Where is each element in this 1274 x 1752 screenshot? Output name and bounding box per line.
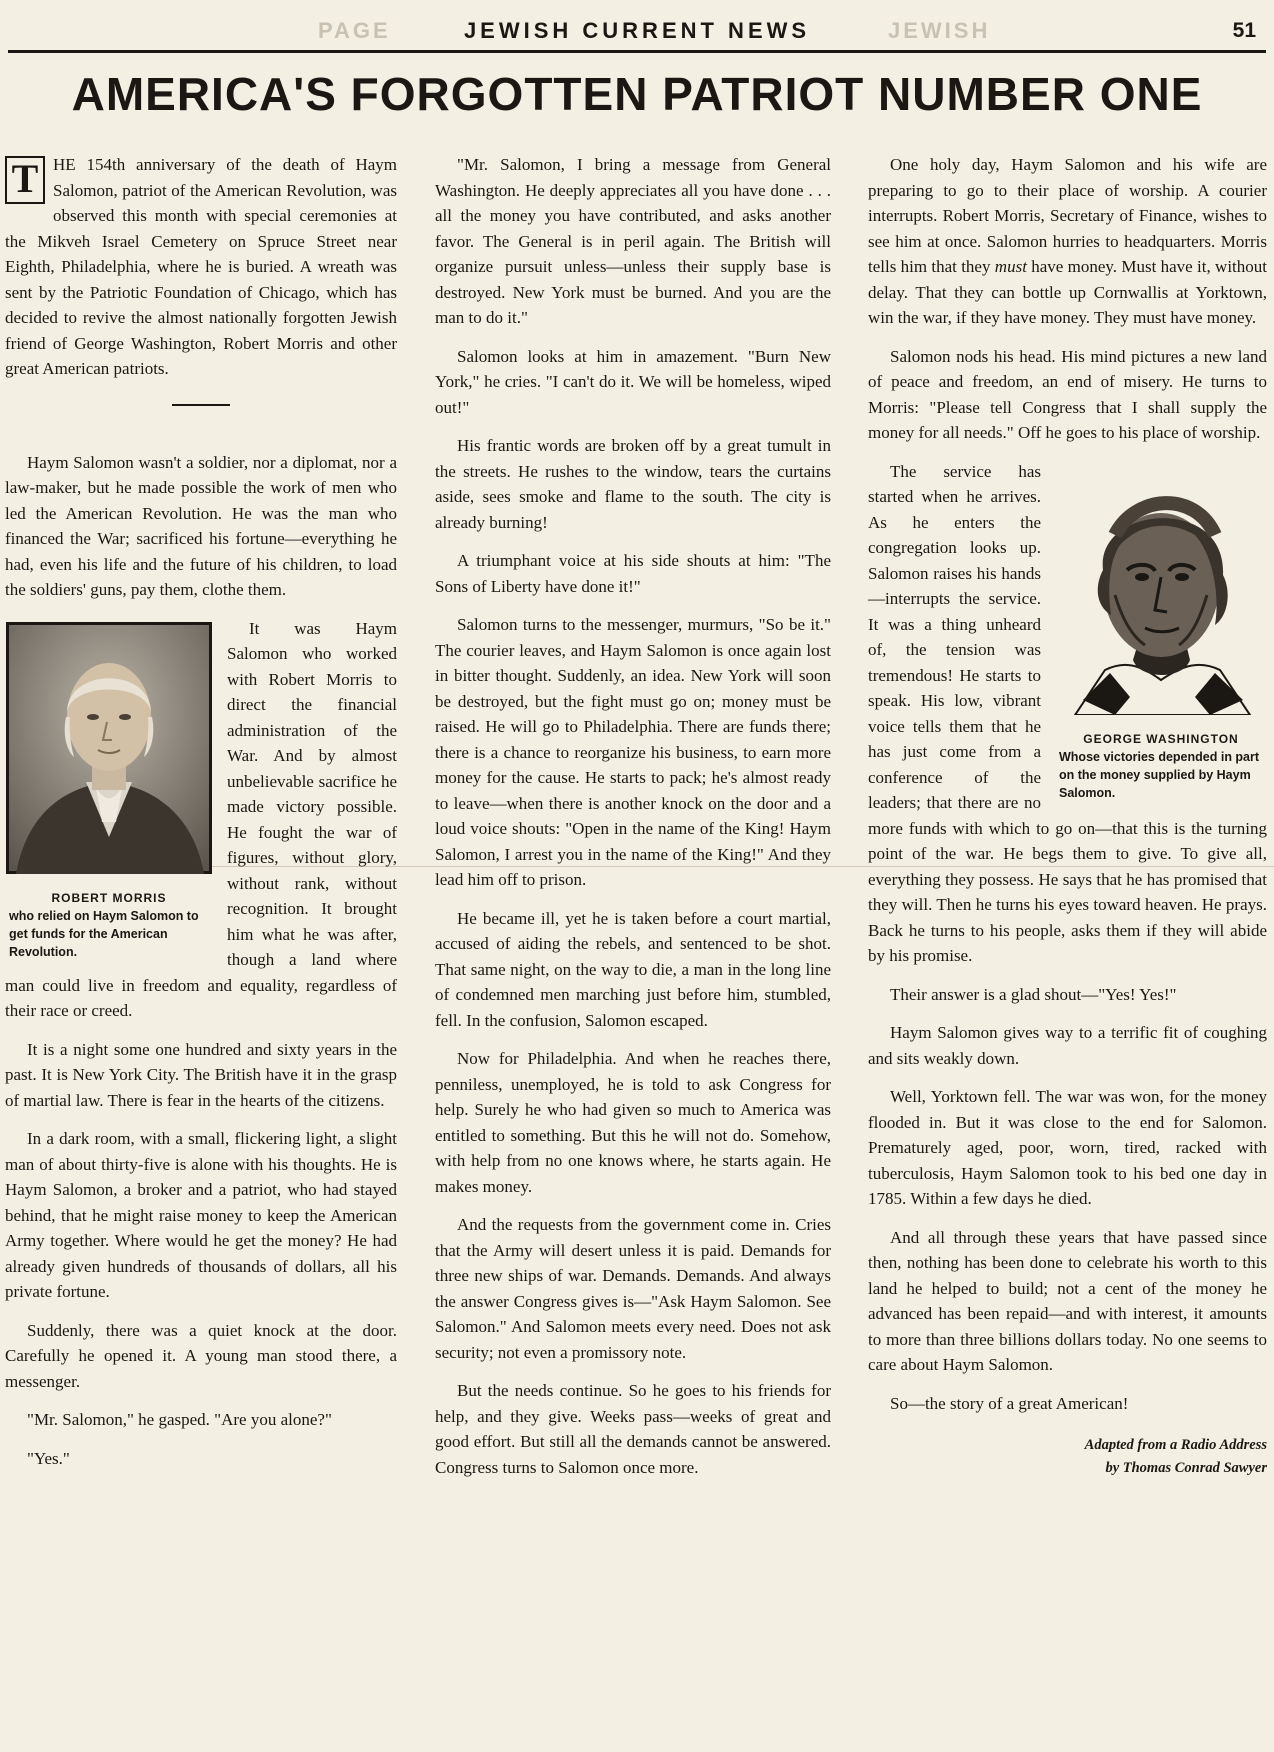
paragraph: It was Haym Salomon who worked with Robert Morris to direct the financial administration of the War. And by almost unbelievable sacrifice he made victory possible. He fought the war of figures, without glory, without rank, without recognition. It brought him what he was after, though a land where man could live in freedom and equality, regardless of their race or creed.	[5, 618, 397, 1020]
paragraph	[868, 152, 1267, 331]
publication-name: JEWISH CURRENT NEWS	[463, 18, 811, 43]
paragraph: "Mr. Salomon, I bring a message from General Washington. He deeply appreciates all you have done . . . all the money you have contributed, and asks another favor. The General is in peril again. The British will organize pursuit unless—unless their supply base is destroyed. New York must be burned. And you are the man to do it."	[435, 155, 831, 327]
running-head	[8, 14, 1266, 48]
paragraph-text: One holy day, Haym Salomon and his wife are preparing to go to their place of worship. A courier interrupts. Robert Morris, Secretary of Finance, wishes to see him at once. Salomon hurries to headquarters. Morris tells him that they	[868, 155, 1267, 276]
bleed-through-text-right: JEWISH	[888, 18, 991, 43]
figure-robert-morris	[5, 622, 213, 962]
paragraph: His frantic words are broken off by a great tumult in the streets. He rushes to the window, tears the curtains aside, sees smoke and flame to the south. The city is already burning!	[435, 436, 831, 532]
paragraph: Well, Yorktown fell. The war was won, for the money flooded in. But it was close to the end for Salomon. Prematurely aged, poor, worn, tired, racked with tuberculosis, Haym Salomon took to his bed one day in 1785. Within a few days he died.	[868, 1087, 1267, 1208]
caption-name-washington: GEORGE WASHINGTON	[1083, 732, 1239, 746]
header-rule	[8, 50, 1266, 53]
drop-cap: T	[5, 156, 45, 204]
paragraph: Salomon turns to the messenger, murmurs, "So be it." The courier leaves, and Haym Salomon is once again lost in bitter thought. Suddenly, an idea. New York will soon be destroyed, but the fight must go on; money must be raised. He will go to Philadelphia. There are funds there; there is a chance to reorganize his business, to earn more money for the cause. He starts to pack; he's almost ready to leave—when there is another knock on the door and a loud voice shouts: "Open in the name of the King! Haym Salomon, I arrest you in the name of the King!" And they lead him off to prison.	[435, 615, 831, 889]
bleed-through-text-left: PAGE	[318, 18, 391, 43]
paragraph: And all through these years that have passed since then, nothing has been done to celebrate his worth to this land he helped to build; not a cent of the money he advanced has been repaid—and with interest, it amounts to more than three billions dollars today. No one seems to care about Haym Salomon.	[868, 1227, 1267, 1374]
paragraph: He became ill, yet he is taken before a court martial, accused of aiding the rebels, and sentenced to be shot. That same night, on the way to die, a man in the long line of condemned men marching just before him, stumbled, fell. In the confusion, Salomon escaped.	[435, 908, 831, 1030]
paragraph: A triumphant voice at his side shouts at him: "The Sons of Liberty have done it!"	[435, 551, 831, 596]
column-1	[5, 152, 397, 1484]
credit-line: Adapted from a Radio Address	[1084, 1437, 1267, 1453]
paragraph: The service has started when he arrives. As he enters the congregation looks up. Salomon raises his hands—interrupts the service. It was a thing unheard of, the tension was tremendous! He starts to speak. His low, vibrant voice tells them that he has just come from a conference of the leaders; that there are no more funds with which to go on—that this is the turning point of the war. He begs them to give. To give all, everything they possess. He says that he has promised that they will. Then he turns his eyes toward heaven. He prays. Back he turns to his people, asks them if they will abide by his promise.	[868, 461, 1267, 965]
article-credit	[868, 1434, 1267, 1480]
paragraph: Now for Philadelphia. And when he reaches there, penniless, unemployed, he is told to ask Congress for help. Surely he who had given so much to America was entitled to something. But this he will not do. Somehow, with help from no one knows where, he starts again. He makes money.	[435, 1049, 831, 1196]
paragraph: Haym Salomon wasn't a soldier, nor a diplomat, nor a law-maker, but he made possible the work of men who led the American Revolution. He was the man who financed the War; sacrificed his fortune—everything he had, even his life and the future of his children, to load the soldiers' guns, pay them, clothe them.	[5, 452, 397, 599]
page-number: 51	[1232, 19, 1256, 42]
paragraph: Suddenly, there was a quiet knock at the door. Carefully he opened it. A young man stood there, a messenger.	[5, 1320, 397, 1391]
figure-george-washington	[1055, 465, 1267, 803]
paragraph: Haym Salomon gives way to a terrific fit of coughing and sits weakly down.	[868, 1023, 1267, 1068]
emphasis-text: must	[994, 257, 1027, 276]
column-2	[435, 152, 831, 1493]
paragraph-text: have money. Must have it, without delay. That they can bottle up Cornwallis at Yorktown, win the war, if they have money. They must have money.	[868, 257, 1267, 327]
paragraph: "Mr. Salomon," he gasped. "Are you alone?"	[27, 1410, 332, 1429]
paragraph: And the requests from the government come in. Cries that the Army will desert unless it is paid. Demands for three new ships of war. Demands. Demands. And always the answer Congress gives is—"Ask Haym Salomon. See Salomon." And Salomon meets every need. Does not ask security; not even a promissory note.	[435, 1215, 831, 1362]
paragraph: But the needs continue. So he goes to his friends for help, and they give. Weeks pass—weeks of great and good effort. But still all the demands cannot be answered. Congress turns to Salomon once more.	[435, 1381, 831, 1477]
robert-morris-portrait	[6, 622, 212, 874]
paragraph: In a dark room, with a small, flickering light, a slight man of about thirty-five is alone with his thoughts. He is Haym Salomon, a broker and a patriot, who had stayed behind, that he might raise money to keep the American Army together. Where would he get the money? He had already given hundreds of thousands of dollars, all his private fortune.	[5, 1129, 397, 1301]
paragraph: Salomon nods his head. His mind pictures a new land of peace and freedom, an end of misery. He turns to Morris: "Please tell Congress that I shall supply the money for all needs." Off he goes to his place of worship.	[868, 346, 1267, 442]
lead-paragraph	[5, 152, 397, 382]
caption-text-washington: Whose victories depended in part on the money supplied by Haym Salomon.	[1059, 750, 1260, 800]
paragraph: Salomon looks at him in amazement. "Burn New York," he cries. "I can't do it. We will be homeless, wiped out!"	[435, 346, 831, 417]
column-3	[868, 152, 1267, 1480]
george-washington-portrait	[1055, 465, 1267, 715]
credit-author: by Thomas Conrad Sawyer	[1105, 1460, 1267, 1476]
headline: AMERICA'S FORGOTTEN PATRIOT NUMBER ONE	[71, 68, 1203, 120]
paragraph: So—the story of a great American!	[890, 1393, 1129, 1413]
paragraph: "Yes."	[27, 1448, 70, 1468]
paragraph: Their answer is a glad shout—"Yes! Yes!"	[890, 984, 1177, 1004]
caption-name-morris: ROBERT MORRIS	[51, 891, 167, 905]
lead-text: HE 154th anniversary of the death of Haym Salomon, patriot of the American Revolution, was observed this month with special ceremonies at the Mikveh Israel Cemetery on Spruce Street near Eighth, Philadelphia, where he is buried. A wreath was sent by the Patriotic Foundation of Chicago, which has decided to revive the almost nationally forgotten Jewish friend of George Washington, Robert Morris and other great American patriots.	[5, 155, 397, 378]
paragraph: It is a night some one hundred and sixty years in the past. It is New York City. The British have it in the grasp of martial law. There is fear in the hearts of the citizens.	[5, 1039, 397, 1110]
caption-text-morris: who relied on Haym Salomon to get funds for the American Revolution.	[9, 909, 199, 959]
section-separator	[172, 404, 230, 406]
